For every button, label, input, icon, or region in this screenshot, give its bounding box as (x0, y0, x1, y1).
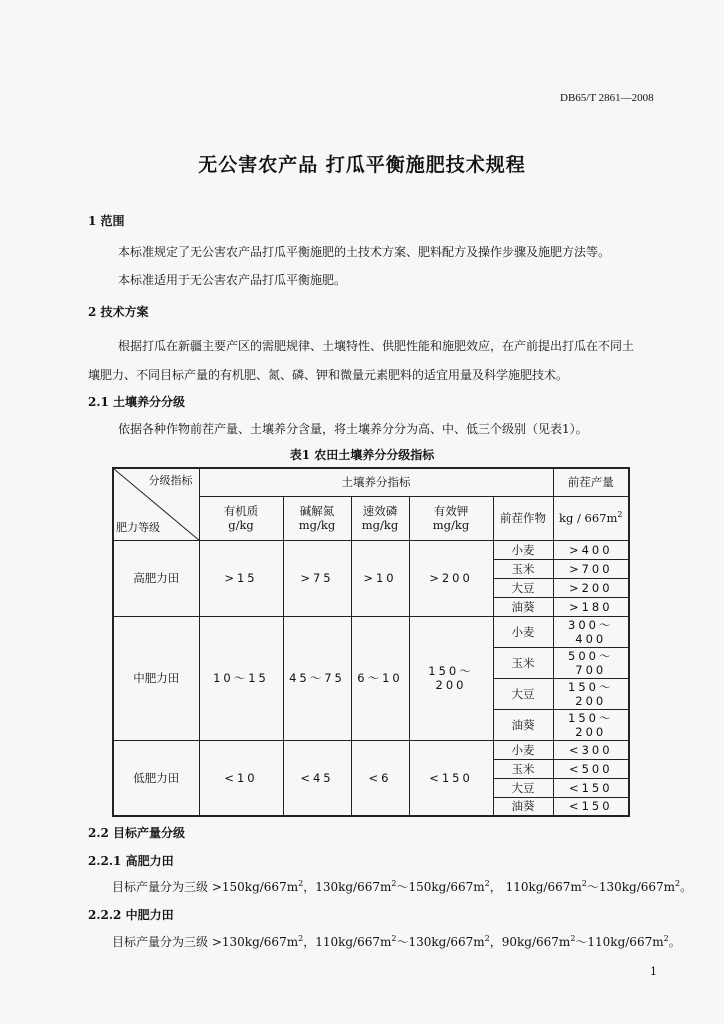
low-crop-soybean: 大豆 (493, 778, 553, 797)
section-2-paragraph-line-1: 根据打瓜在新疆主要产区的需肥规律、土壤特性、供肥性能和施肥效应，在产前提出打瓜在不同土 (118, 339, 635, 353)
page-number: 1 (650, 965, 657, 978)
table-row (113, 540, 629, 559)
medium-potassium-line-2: 200 (435, 678, 467, 692)
low-crop-corn: 玉米 (493, 759, 553, 778)
section-2-1-paragraph: 依据各种作物前茬产量、土壤养分含量，将土壤养分分为高、中、低三个级别（见表1）。 (118, 422, 588, 436)
medium-yield-wheat-line-2: 400 (575, 631, 607, 646)
s221-sup-d: 2 (581, 879, 587, 888)
header-soil-indicators: 土壤养分指标 (199, 468, 553, 496)
high-organic-matter: >15 (199, 540, 283, 616)
header-available-phosphorus (351, 496, 409, 540)
medium-yield-corn (553, 647, 629, 678)
high-yield-soybean: >200 (553, 578, 629, 597)
header-available-phosphorus-name: 速效磷 (362, 504, 398, 518)
medium-crop-corn: 玉米 (493, 647, 553, 678)
medium-potassium-line-1: 150～ (428, 664, 474, 678)
s222-part-c: ～130kg/667m (396, 935, 485, 949)
section-2-2-2-heading: 2.2.2 中肥力田 (88, 908, 174, 922)
medium-yield-corn-line-2: 700 (575, 662, 607, 677)
s221-part-c: ～150kg/667m (396, 880, 485, 894)
medium-yield-sunflower (553, 709, 629, 740)
medium-organic-matter: 10～15 (199, 616, 283, 740)
low-organic-matter: <10 (199, 740, 283, 816)
medium-yield-soybean (553, 678, 629, 709)
header-previous-yield: 前茬产量 (553, 468, 629, 496)
s222-sup-a: 2 (298, 934, 304, 943)
s222-part-d: ，90kg/667m (489, 935, 571, 949)
medium-crop-wheat: 小麦 (493, 616, 553, 647)
high-crop-soybean: 大豆 (493, 578, 553, 597)
header-yield-unit-sup: 2 (617, 510, 623, 520)
low-yield-soybean: <150 (553, 778, 629, 797)
section-2-paragraph-line-2: 壤肥力、不同目标产量的有机肥、氮、磷、钾和微量元素肥料的适宜用量及科学施肥技术。 (88, 368, 569, 382)
medium-crop-soybean: 大豆 (493, 678, 553, 709)
header-alkali-nitrogen (283, 496, 351, 540)
low-crop-sunflower: 油葵 (493, 797, 553, 816)
header-organic-matter-name: 有机质 (223, 504, 259, 518)
s222-part-a: >130kg/667m (211, 935, 299, 949)
fertility-level-high: 高肥力田 (113, 540, 199, 616)
fertility-level-medium: 中肥力田 (113, 616, 199, 740)
header-organic-matter (199, 496, 283, 540)
s222-sup-c: 2 (484, 934, 490, 943)
section-2-2-1-heading: 2.2.1 高肥力田 (88, 854, 174, 868)
header-previous-crop: 前茬作物 (493, 496, 553, 540)
s221-part-b: ，130kg/667m (303, 880, 392, 894)
header-available-phosphorus-unit: mg/kg (361, 518, 399, 532)
low-alkali-nitrogen: <45 (283, 740, 351, 816)
medium-yield-wheat-line-1: 300～ (568, 617, 614, 632)
s221-sup-e: 2 (675, 879, 681, 888)
low-crop-wheat: 小麦 (493, 740, 553, 759)
medium-yield-soybean-line-1: 150～ (568, 679, 614, 694)
medium-available-phosphorus: 6～10 (351, 616, 409, 740)
medium-yield-sunflower-line-1: 150～ (568, 710, 614, 725)
s221-part-f: 。 (680, 880, 693, 894)
s221-sup-c: 2 (484, 879, 490, 888)
s222-part-b: ，110kg/667m (303, 935, 392, 949)
s222-sup-e: 2 (663, 934, 669, 943)
s221-sup-a: 2 (298, 879, 304, 888)
table-row (113, 616, 629, 647)
standard-number: DB65/T 2861—2008 (560, 92, 654, 104)
high-crop-wheat: 小麦 (493, 540, 553, 559)
header-yield-unit (553, 496, 629, 540)
corner-bottom-label: 肥力等级 (116, 520, 160, 534)
table-row (113, 740, 629, 759)
section-1-paragraph-2: 本标准适用于无公害农产品打瓜平衡施肥。 (118, 273, 347, 287)
header-available-potassium-name: 有效钾 (433, 504, 469, 518)
medium-yield-wheat (553, 616, 629, 647)
high-available-potassium: >200 (409, 540, 493, 616)
section-1-paragraph-1: 本标准规定了无公害农产品打瓜平衡施肥的土技术方案、肥料配方及操作步骤及施肥方法等。 (118, 245, 611, 259)
soil-nutrient-table (112, 467, 630, 817)
header-available-potassium-unit: mg/kg (432, 518, 470, 532)
low-yield-corn: <500 (553, 759, 629, 778)
s221-lead: 目标产量分为三级 (112, 880, 209, 894)
s222-lead: 目标产量分为三级 (112, 935, 209, 949)
s221-part-a: >150kg/667m (211, 880, 299, 894)
section-1-heading: 1 范围 (88, 214, 125, 228)
document-title: 无公害农产品 打瓜平衡施肥技术规程 (198, 154, 526, 176)
high-available-phosphorus: >10 (351, 540, 409, 616)
header-alkali-nitrogen-unit: mg/kg (298, 518, 336, 532)
medium-available-potassium (409, 616, 493, 740)
medium-crop-sunflower: 油葵 (493, 709, 553, 740)
medium-yield-soybean-line-2: 200 (575, 693, 607, 708)
high-yield-corn: >700 (553, 559, 629, 578)
s222-sup-b: 2 (391, 934, 397, 943)
s221-part-d: ， 110kg/667m (489, 880, 582, 894)
high-yield-sunflower: >180 (553, 597, 629, 616)
s221-part-e: ～130kg/667m (586, 880, 676, 894)
low-available-phosphorus: <6 (351, 740, 409, 816)
corner-top-label: 分级指标 (148, 474, 193, 487)
section-2-2-1-paragraph (112, 878, 692, 895)
section-2-2-2-paragraph (112, 933, 681, 950)
table-corner-cell (113, 468, 199, 540)
table-caption: 表1 农田土壤养分分级指标 (289, 448, 435, 462)
s222-part-e: ～110kg/667m (575, 935, 664, 949)
high-crop-sunflower: 油葵 (493, 597, 553, 616)
low-yield-sunflower: <150 (553, 797, 629, 816)
s222-sup-d: 2 (570, 934, 576, 943)
header-yield-unit-text: kg / 667m (559, 511, 618, 525)
section-2-heading: 2 技术方案 (88, 305, 149, 319)
medium-alkali-nitrogen: 45～75 (283, 616, 351, 740)
header-alkali-nitrogen-name: 碱解氮 (299, 504, 335, 518)
medium-yield-sunflower-line-2: 200 (575, 724, 607, 739)
high-crop-corn: 玉米 (493, 559, 553, 578)
s222-part-f: 。 (668, 935, 681, 949)
section-2-2-heading: 2.2 目标产量分级 (88, 826, 186, 840)
high-alkali-nitrogen: >75 (283, 540, 351, 616)
medium-yield-corn-line-1: 500～ (568, 648, 614, 663)
s221-sup-b: 2 (391, 879, 397, 888)
fertility-level-low: 低肥力田 (113, 740, 199, 816)
high-yield-wheat: >400 (553, 540, 629, 559)
header-available-potassium (409, 496, 493, 540)
low-yield-wheat: <300 (553, 740, 629, 759)
low-available-potassium: <150 (409, 740, 493, 816)
header-organic-matter-unit: g/kg (228, 518, 254, 532)
section-2-1-heading: 2.1 土壤养分分级 (88, 395, 186, 409)
